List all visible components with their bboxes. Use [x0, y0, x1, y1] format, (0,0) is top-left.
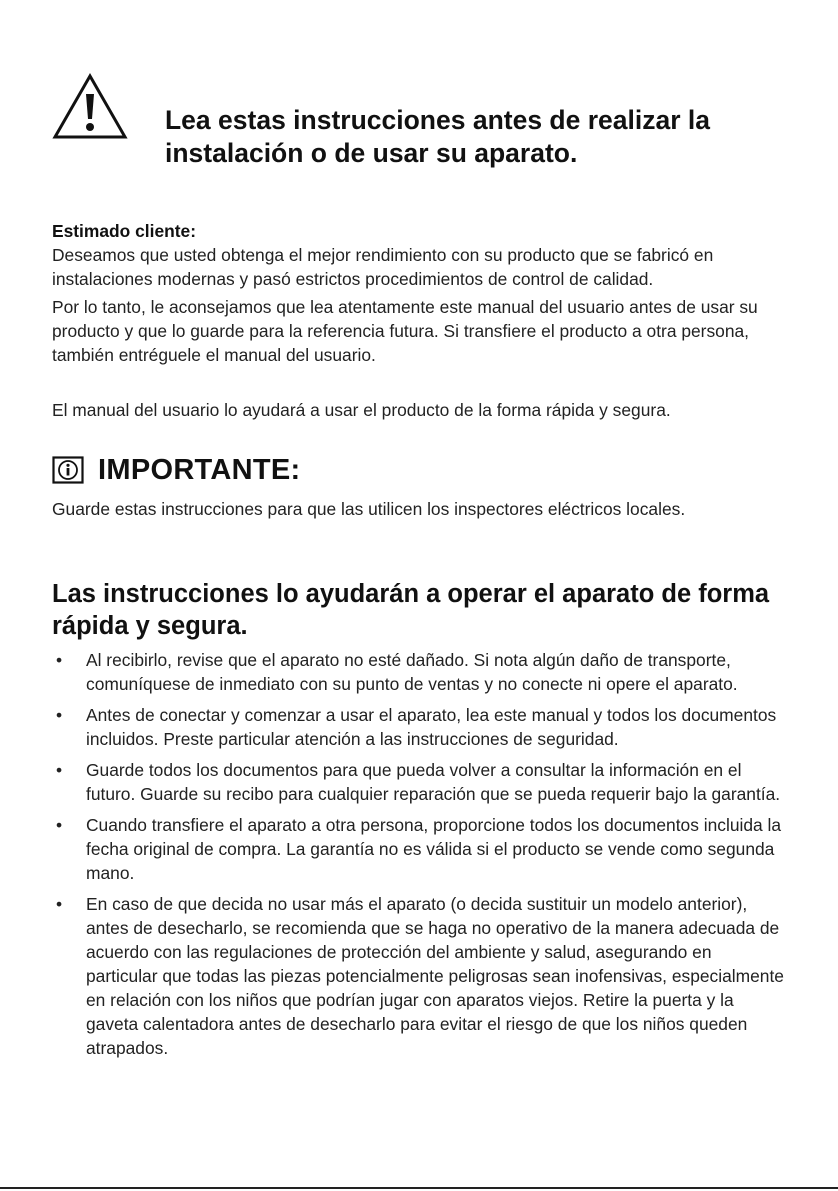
- greeting-paragraph-2: Por lo tanto, le aconsejamos que lea atentamente este manual del usuario antes de usar su producto y que lo guarde para la referencia futura. Si transfiere el producto a otra persona, también entréguele el manual del usuario.: [52, 297, 758, 365]
- bullet-dot: •: [56, 760, 63, 780]
- important-heading: IMPORTANTE:: [98, 453, 301, 486]
- list-item-text: Guarde todos los documentos para que pueda volver a consultar la información en el futuro. Guarde su recibo para cualquier reparación que se pueda requerir bajo la garantía.: [86, 760, 781, 804]
- list-item-text: Antes de conectar y comenzar a usar el aparato, lea este manual y todos los documentos incluidos. Preste particular atención a las instrucciones de seguridad.: [86, 705, 777, 749]
- footer-divider: [0, 1187, 838, 1189]
- section-heading: Las instrucciones lo ayudarán a operar el aparato de forma rápida y segura.: [52, 580, 770, 640]
- list-item: [52, 648, 787, 696]
- list-item: [52, 703, 787, 751]
- greeting-title: Estimado cliente:: [52, 221, 196, 241]
- list-item: [52, 758, 787, 806]
- list-item: [52, 892, 787, 1060]
- important-heading-row: [52, 450, 301, 490]
- bullet-dot: •: [56, 815, 63, 835]
- instructions-list: [52, 648, 787, 1067]
- important-text: Guarde estas instrucciones para que las utilicen los inspectores eléctricos locales.: [52, 499, 686, 519]
- bullet-dot: •: [56, 705, 63, 725]
- list-item: [52, 813, 787, 885]
- list-item-text: Cuando transfiere el aparato a otra persona, proporcione todos los documentos incluida la fecha original de compra. La garantía no es válida si el producto se vende como segunda mano.: [86, 815, 782, 883]
- bullet-dot: •: [56, 894, 63, 914]
- greeting-paragraph-3: El manual del usuario lo ayudará a usar el producto de la forma rápida y segura.: [52, 400, 671, 420]
- list-item-text: Al recibirlo, revise que el aparato no esté dañado. Si nota algún daño de transporte, comuníquese de inmediato con su punto de ventas y no conecte ni opere el aparato.: [86, 650, 738, 694]
- list-item-text: En caso de que decida no usar más el aparato (o decida sustituir un modelo anterior), antes de desecharlo, se recomienda que se haga no operativo de la manera adecuada de acuerdo con las regulaciones de protección del ambiente y salud, asegurando en particular que todas las piezas potencialmente peligrosas sean inofensivas, especialmente en relación con los niños que podrían jugar con aparatos viejos. Retire la puerta y la gaveta calentadora antes de desecharlo para evitar el riesgo de que los niños queden atrapados.: [86, 894, 784, 1058]
- bullet-dot: •: [56, 650, 63, 670]
- warning-triangle-icon: [52, 72, 128, 140]
- greeting-title-block: [52, 219, 787, 291]
- greeting-paragraph-1: Deseamos que usted obtenga el mejor rendimiento con su producto que se fabricó en instalaciones modernas y pasó estrictos procedimientos de control de calidad.: [52, 245, 714, 289]
- warning-title: Lea estas instrucciones antes de realizar la instalación o de usar su aparato.: [165, 105, 710, 168]
- info-icon: [52, 456, 84, 484]
